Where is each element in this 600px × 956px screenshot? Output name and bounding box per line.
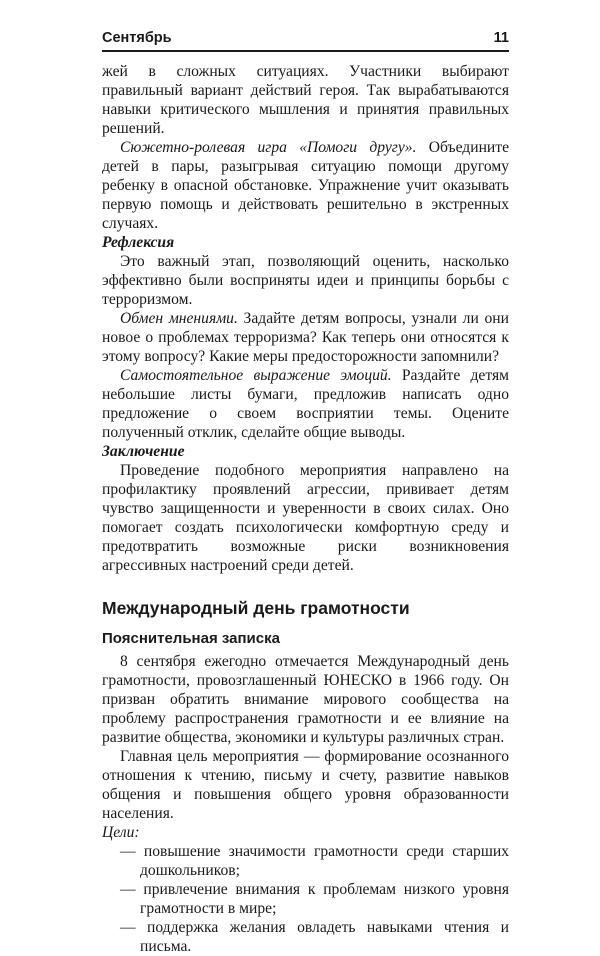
reflection-intro: Это важный этап, позволяющий оценить, насколько эффективно были восприняты идеи и принципы борьбы с терроризмом. [102, 253, 509, 308]
running-head [102, 28, 509, 50]
continued-paragraph: жей в сложных ситуациях. Участники выбирают правильный вариант действий героя. Так вырабатываются навыки критического мышления и принятия правильных решений. [102, 63, 509, 137]
exchange-paragraph [102, 309, 509, 366]
page-body [102, 62, 509, 956]
goal-text: повышение значимости грамотности среди старших дошкольников; [140, 843, 509, 879]
reflection-heading: Рефлексия [102, 234, 175, 251]
dash-bullet: — [120, 881, 136, 898]
goal-item [102, 842, 509, 880]
dash-bullet: — [120, 919, 136, 936]
explanatory-note-heading: Пояснительная записка [102, 630, 280, 647]
goal-text: привлечение внимания к проблемам низкого уровня грамотности в мире; [140, 881, 509, 917]
literacy-day-heading: Международный день грамотности [102, 598, 410, 618]
section-title: Сентябрь [102, 30, 172, 46]
expression-paragraph [102, 366, 509, 442]
exchange-title: Обмен мнениями. [120, 310, 238, 327]
goal-item [102, 880, 509, 918]
exchange-text: Задайте детям вопросы, узнали ли они новое о проблемах терроризма? Как теперь они относятся к этому вопросу? Какие меры предосторожности запомнили? [102, 310, 509, 365]
header-rule [102, 50, 509, 52]
dash-bullet: — [120, 843, 136, 860]
conclusion-heading: Заключение [102, 443, 185, 460]
expression-text: Раздайте детям небольшие листы бумаги, предложив написать одно предложение о своем восприятии темы. Оцените полученный отклик, сделайте общие выводы. [102, 367, 509, 441]
game-text: Объедините детей в пары, разыгрывая ситуацию помощи другому ребенку в опасной обстановке. Упражнение учит оказывать первую помощь и действовать решительно в экстренных случаях. [102, 139, 509, 232]
expression-title: Самостоятельное выражение эмоций. [120, 367, 392, 384]
literacy-paragraph-1: 8 сентября ежегодно отмечается Международный день грамотности, провозглашенный ЮНЕСКО в 1966 году. Он призван обратить внимание мирового сообщества на проблему распространения грамотности и ее влияние на развитие общества, экономики и культуры различных стран. [102, 653, 509, 746]
goal-text: поддержка желания овладеть навыками чтения и письма. [140, 919, 509, 955]
game-title: Сюжетно-ролевая игра «Помоги другу». [120, 139, 417, 156]
goals-list [102, 842, 509, 956]
game-paragraph [102, 138, 509, 233]
goals-label: Цели: [102, 824, 140, 841]
conclusion-paragraph: Проведение подобного мероприятия направлено на профилактику проявлений агрессии, прививает детям чувство защищенности и уверенности в своих силах. Оно помогает создать психологически комфортную среду и предотвратить возможные риски возникновения агрессивных настроений среди детей. [102, 462, 509, 574]
goal-item [102, 918, 509, 956]
literacy-paragraph-2: Главная цель мероприятия — формирование осознанного отношения к чтению, письму и счету, развитие навыков общения и повышения общего уровня образованности населения. [102, 748, 509, 822]
page-number: 11 [493, 30, 509, 46]
